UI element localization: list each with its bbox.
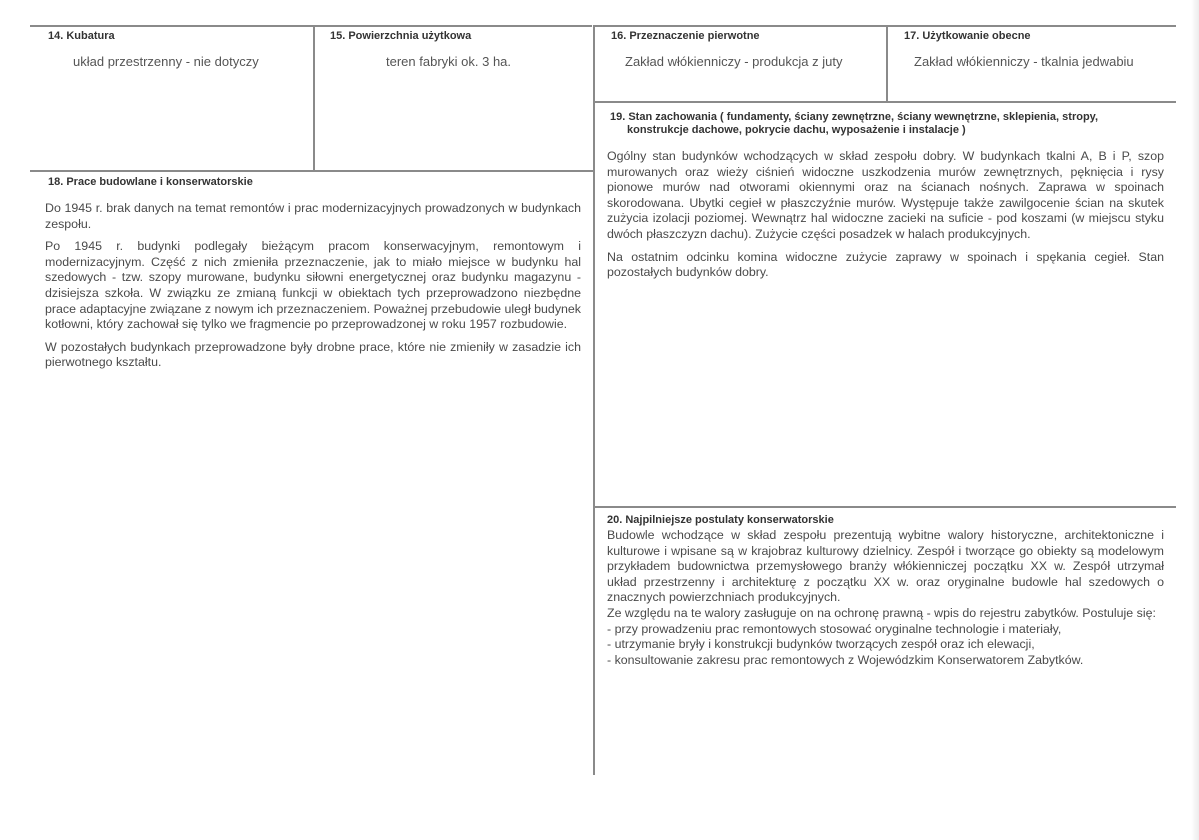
field-19-header-line1: 19. Stan zachowania ( fundamenty, ściany zewnętrzne, ściany wewnętrzne, sklepienia, stropy,: [610, 111, 1099, 123]
field-16-value: Zakład włókienniczy - produkcja z juty: [625, 54, 843, 69]
field-15: [330, 30, 590, 69]
center-divider: [593, 25, 595, 775]
field-18-header: 18. Prace budowlane i konserwatorskie: [48, 176, 253, 188]
list-item: - utrzymanie bryły i konstrukcji budynków tworzących zespół oraz ich elewacji,: [607, 637, 1035, 652]
field-18-paragraph: Do 1945 r. brak danych na temat remontów i prac modernizacyjnych prowadzonych w budynkach zespołu.: [45, 201, 581, 231]
field-14-value: układ przestrzenny - nie dotyczy: [73, 54, 259, 69]
top-rule-left: [30, 25, 592, 27]
divider-14-15: [313, 25, 315, 170]
list-item: - przy prowadzeniu prac remontowych stosować oryginalne technologie i materiały,: [607, 621, 1062, 636]
field-18-paragraph: Po 1945 r. budynki podlegały bieżącym pracom konserwacyjnym, remontowym i modernizacyjnym. Część z nich zmieniła przeznaczenie, jak to miało miejsce w budynku hal szedowych - tzw. szopy murowane, budynku siłowni energetycznej oraz budynku magazynu - dzisiejsza szkoła. W związku ze zmianą funkcji w obiektach tych przeprowadzono niezbędne prace adaptacyjne związane z nowym ich przeznaczeniem. Poważnej przebudowie uległ budynek kotłowni, który zachował się tylko we fragmencie po przeprowadzonej w roku 1957 rozbudowie.: [45, 239, 581, 332]
field-17: [904, 30, 1174, 69]
rule-above-19: [593, 101, 1176, 103]
field-17-header: 17. Użytkowanie obecne: [904, 30, 1031, 42]
page-edge-shadow: [1191, 0, 1199, 840]
field-18: [45, 176, 581, 378]
field-15-value: teren fabryki ok. 3 ha.: [386, 54, 512, 69]
field-19: [607, 111, 1164, 288]
field-16: [611, 30, 883, 69]
rule-above-18: [30, 170, 593, 172]
field-20-paragraph: Ze względu na te walory zasługuje on na ochronę prawną - wpis do rejestru zabytków. Postuluje się:: [607, 605, 1156, 620]
list-item: - konsultowanie zakresu prac remontowych z Wojewódzkim Konserwatorem Zabytków.: [607, 652, 1084, 667]
field-20-paragraph: Budowle wchodzące w skład zespołu prezentują wybitne walory historyczne, architektoniczne i kulturowe i wpisane są w krajobraz kulturowy dzielnicy. Zespół i tworzące go obiekty są modelowym przykładem budownictwa przemysłowego branży włókienniczej początku XX w. Zespół utrzymał układ przestrzenny i architekturę z początku XX w. oraz oryginalne budowle hal szedowych o znacznych powierzchniach produkcyjnych.: [607, 528, 1164, 605]
field-20-list: [607, 622, 1164, 669]
field-17-value: Zakład włókienniczy - tkalnia jedwabiu: [914, 54, 1134, 69]
top-rule-right: [593, 25, 1176, 27]
divider-16-17: [886, 25, 888, 101]
field-20: [607, 514, 1164, 668]
field-18-paragraph: W pozostałych budynkach przeprowadzone były drobne prace, które nie zmieniły w zasadzie ich pierwotnego kształtu.: [45, 339, 581, 370]
field-20-header: 20. Najpilniejsze postulaty konserwatorskie: [607, 514, 834, 526]
field-16-header: 16. Przeznaczenie pierwotne: [611, 30, 760, 42]
field-19-header-line2: konstrukcje dachowe, pokrycie dachu, wyposażenie i instalacje ): [627, 124, 966, 136]
field-19-paragraph: Na ostatnim odcinku komina widoczne zużycie zaprawy w spoinach i spękania cegieł. Stan pozostałych budynków dobry.: [607, 249, 1164, 280]
field-14: [48, 30, 308, 69]
field-19-paragraph: Ogólny stan budynków wchodzących w skład zespołu dobry. W budynkach tkalni A, B i P, szop murowanych oraz wieży ciśnień widoczne uszkodzenia murów zewnętrznych, pęknięcia i rysy pionowe murów nad otworami okiennymi oraz na ścianach nośnych. Zaprawa w spoinach skorodowana. Ubytki cegieł w płaszczyźnie murów. Występuje także zawilgocenie ścian na skutek zużycia izolacji poziomej. Wewnątrz hal widoczne zacieki na suficie - pod koszami (w miejscu styku dwóch płaszczyzn dachu). Zużycie części posadzek w halach produkcyjnych.: [607, 149, 1164, 241]
rule-above-20: [593, 506, 1176, 508]
field-15-header: 15. Powierzchnia użytkowa: [330, 30, 472, 42]
field-14-header: 14. Kubatura: [48, 30, 115, 42]
